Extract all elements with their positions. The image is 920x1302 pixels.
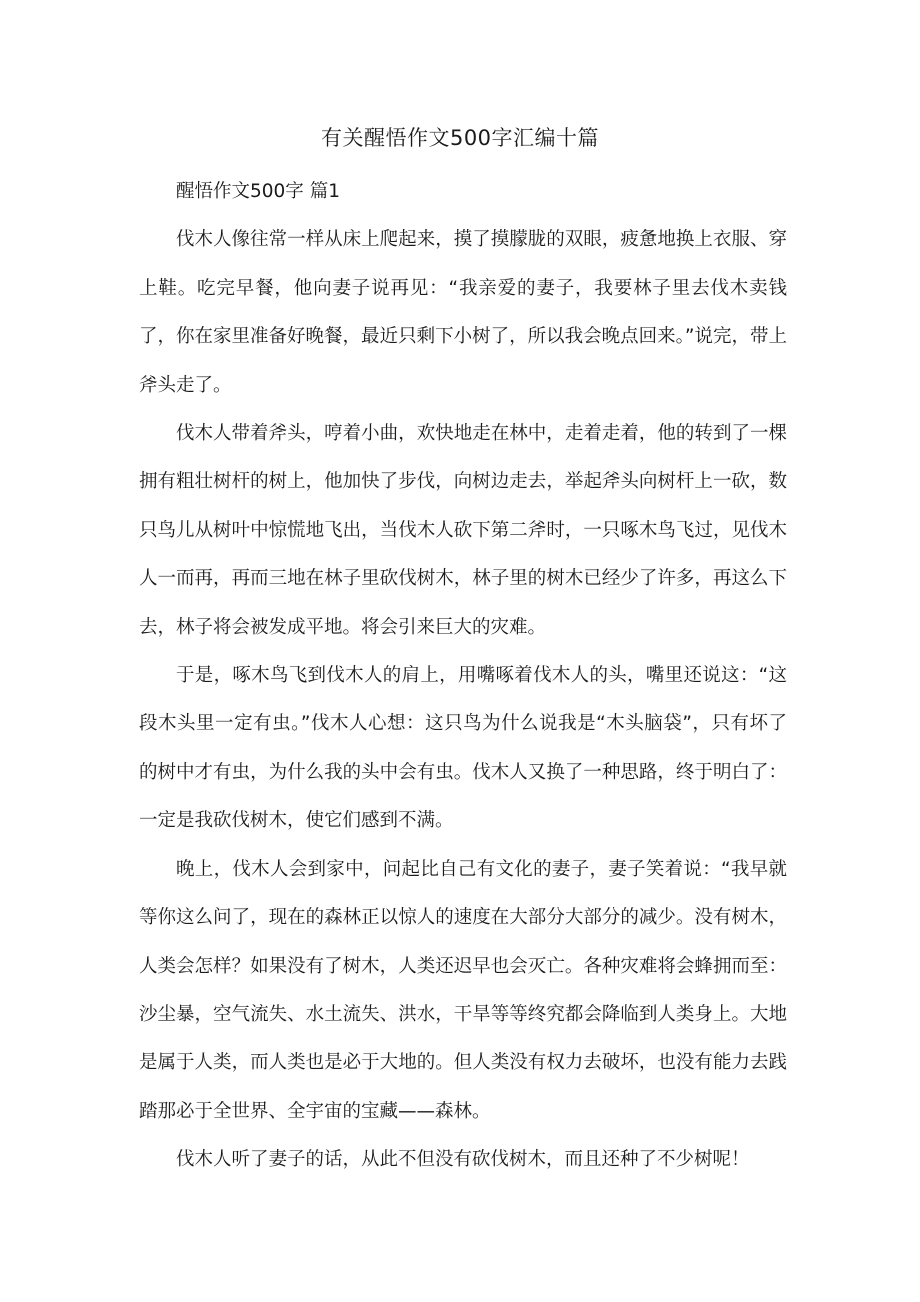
document-body [139, 168, 787, 1185]
paragraph: 伐木人带着斧头，哼着小曲，欢快地走在林中，走着走着，他的转到了一棵拥有粗壮树杆的树上，他加快了步伐，向树边走去，举起斧头向树杆上一砍，数只鸟儿从树叶中惊慌地飞出，当伐木人砍下第二斧时，一只啄木鸟飞过，见伐木人一而再，再而三地在林子里砍伐树木，林子里的树木已经少了许多，再这么下去，林子将会被发成平地。将会引来巨大的灾难。 [139, 423, 787, 638]
paragraph: 于是，啄木鸟飞到伐木人的肩上，用嘴啄着伐木人的头，嘴里还说这：“这段木头里一定有虫。”伐木人心想：这只鸟为什么说我是“木头脑袋”，只有坏了的树中才有虫，为什么我的头中会有虫。伐木人又换了一种思路，终于明白了：一定是我砍伐树木，使它们感到不满。 [139, 665, 787, 832]
section-heading: 醒悟作文500字 篇1 [176, 181, 340, 202]
paragraph: 晚上，伐木人会到家中，问起比自己有文化的妻子，妻子笑着说：“我早就等你这么问了，现在的森林正以惊人的速度在大部分大部分的减少。没有树木，人类会怎样？如果没有了树木，人类还迟早也会灭亡。各种灾难将会蜂拥而至：沙尘暴，空气流失、水土流失、洪水，干旱等等终究都会降临到人类身上。大地是属于人类，而人类也是必于大地的。但人类没有权力去破坏，也没有能力去践踏那必于全世界、全宇宙的宝藏——森林。 [139, 858, 787, 1122]
paragraph: 伐木人像往常一样从床上爬起来，摸了摸朦胧的双眼，疲惫地换上衣服、穿上鞋。吃完早餐，他向妻子说再见：“我亲爱的妻子，我要林子里去伐木卖钱了，你在家里准备好晚餐，最近只剩下小树了，所以我会晚点回来。”说完，带上斧头走了。 [139, 229, 787, 396]
document-title: 有关醒悟作文500字汇编十篇 [320, 126, 600, 150]
paragraph: 伐木人听了妻子的话，从此不但没有砍伐树木，而且还种了不少树呢！ [176, 1149, 750, 1171]
